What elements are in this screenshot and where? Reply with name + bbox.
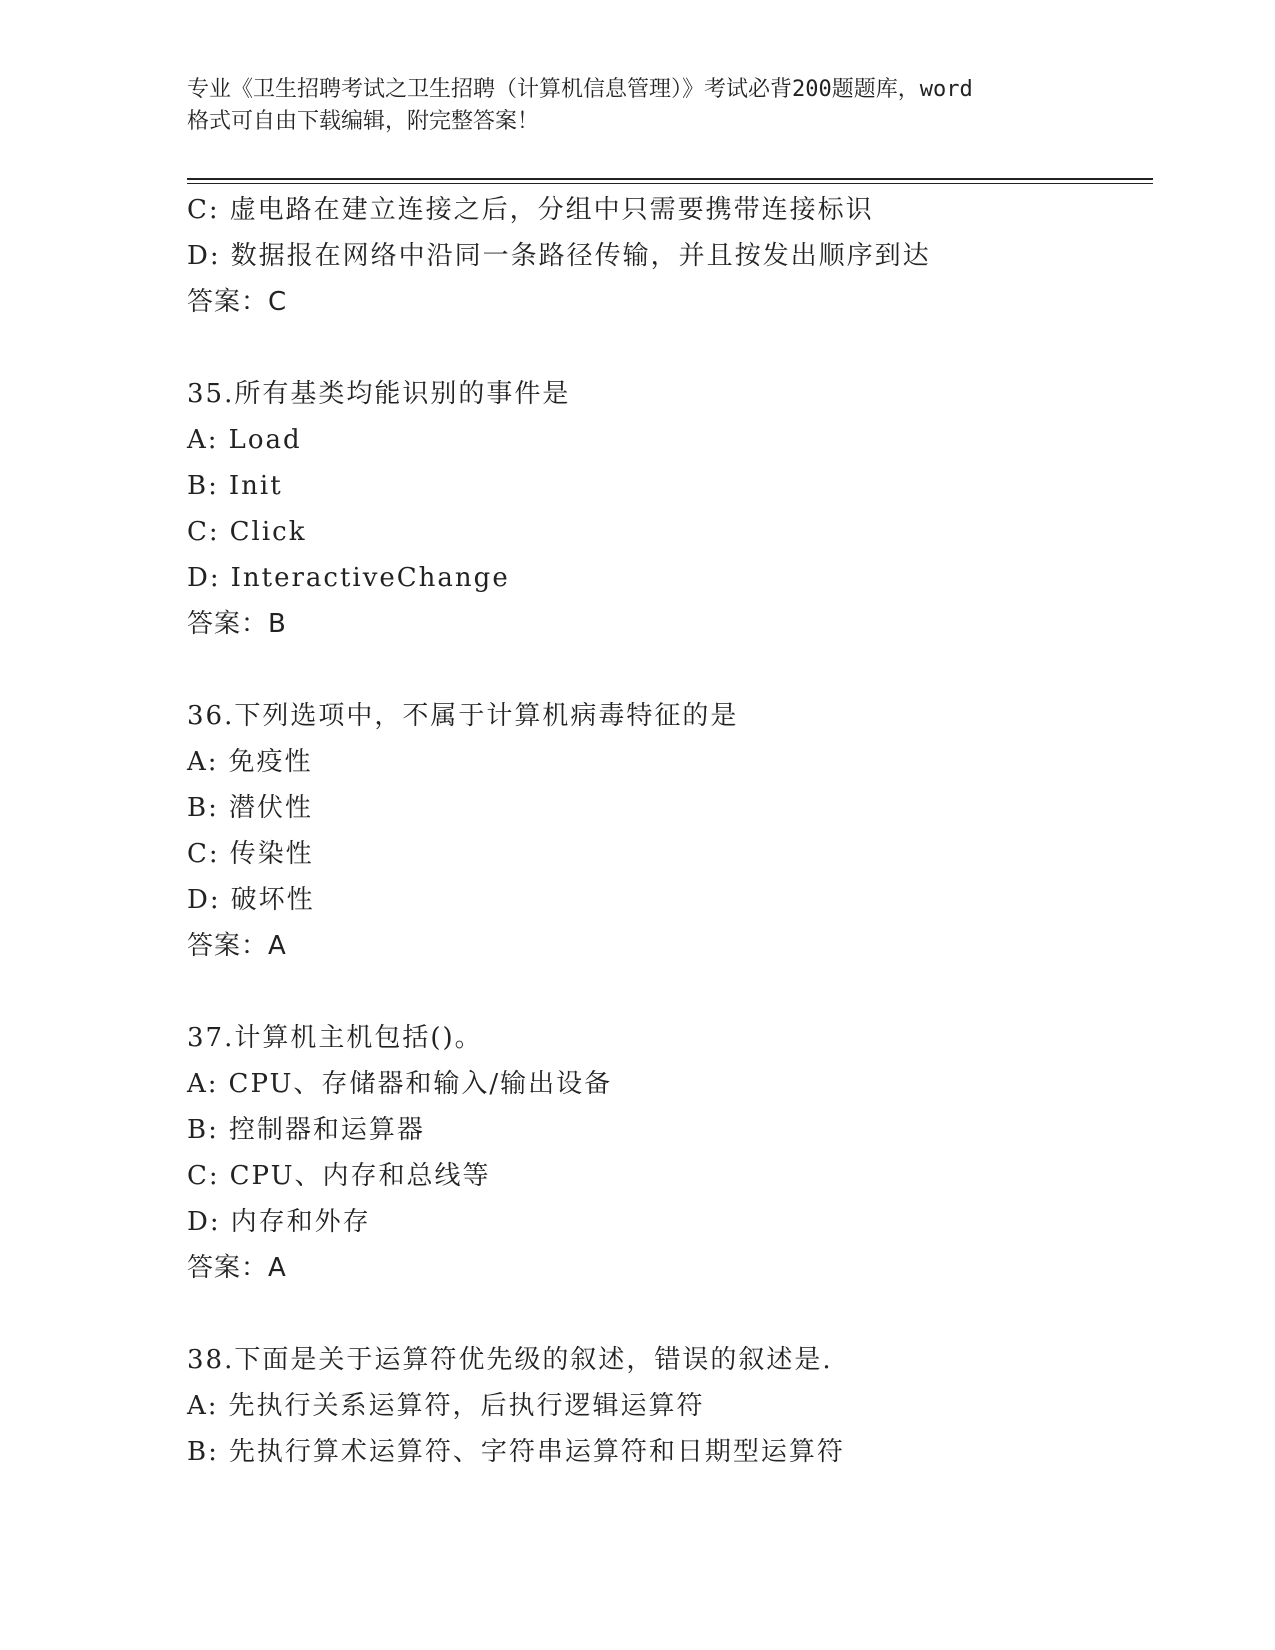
option-line bbox=[187, 877, 1153, 923]
answer-line: 答案：A bbox=[187, 931, 287, 961]
option-text: 潜伏性 bbox=[228, 793, 313, 823]
option-line bbox=[187, 1107, 1153, 1153]
option-label: B: bbox=[187, 1437, 219, 1467]
spacer bbox=[187, 1291, 1153, 1337]
option-text: Init bbox=[228, 471, 283, 501]
option-line bbox=[187, 1383, 1153, 1429]
question-stem: 35.所有基类均能识别的事件是 bbox=[187, 379, 571, 409]
option-label: B: bbox=[187, 1115, 219, 1145]
option-label: C: bbox=[187, 1161, 220, 1191]
option-label: A: bbox=[187, 1069, 219, 1099]
option-text: 内存和外存 bbox=[230, 1207, 371, 1237]
option-text: 破坏性 bbox=[230, 885, 315, 915]
question-fragment bbox=[187, 187, 1153, 325]
option-label: A: bbox=[187, 747, 219, 777]
option-line bbox=[187, 233, 1153, 279]
option-line bbox=[187, 1153, 1153, 1199]
option-label: D: bbox=[187, 563, 221, 593]
option-text: CPU、内存和总线等 bbox=[229, 1161, 491, 1191]
option-text: 数据报在网络中沿同一条路径传输，并且按发出顺序到达 bbox=[230, 241, 931, 271]
spacer bbox=[187, 325, 1153, 371]
option-label: A: bbox=[187, 1391, 219, 1421]
option-text: 控制器和运算器 bbox=[228, 1115, 425, 1145]
option-text: 免疫性 bbox=[228, 747, 313, 777]
option-label: D: bbox=[187, 241, 221, 271]
question-stem: 36.下列选项中，不属于计算机病毒特征的是 bbox=[187, 701, 739, 731]
spacer bbox=[187, 647, 1153, 693]
option-line bbox=[187, 739, 1153, 785]
option-text: 先执行关系运算符，后执行逻辑运算符 bbox=[228, 1391, 705, 1421]
option-line bbox=[187, 187, 1153, 233]
question-list bbox=[187, 187, 1153, 1475]
option-label: C: bbox=[187, 517, 220, 547]
option-line bbox=[187, 1429, 1153, 1475]
option-label: B: bbox=[187, 471, 219, 501]
option-text: InteractiveChange bbox=[230, 563, 510, 593]
option-text: Click bbox=[229, 517, 307, 547]
option-text: Load bbox=[228, 425, 302, 455]
header-divider-thin bbox=[187, 183, 1153, 184]
option-label: C: bbox=[187, 839, 220, 869]
option-line bbox=[187, 463, 1153, 509]
header-line-1: 专业《卫生招聘考试之卫生招聘（计算机信息管理）》考试必背200题题库，word bbox=[187, 77, 973, 102]
option-label: D: bbox=[187, 885, 221, 915]
header-divider-thick bbox=[187, 178, 1153, 180]
spacer bbox=[187, 969, 1153, 1015]
question-37 bbox=[187, 1015, 1153, 1291]
option-line bbox=[187, 831, 1153, 877]
answer-line: 答案：C bbox=[187, 287, 288, 317]
question-stem: 37.计算机主机包括()。 bbox=[187, 1023, 483, 1053]
option-line bbox=[187, 417, 1153, 463]
answer-line: 答案：A bbox=[187, 1253, 287, 1283]
option-text: CPU、存储器和输入/输出设备 bbox=[228, 1069, 613, 1099]
option-line bbox=[187, 785, 1153, 831]
question-36 bbox=[187, 693, 1153, 969]
option-text: 先执行算术运算符、字符串运算符和日期型运算符 bbox=[228, 1437, 845, 1467]
option-label: D: bbox=[187, 1207, 221, 1237]
option-line bbox=[187, 555, 1153, 601]
option-label: C: bbox=[187, 195, 220, 225]
document-header bbox=[187, 74, 1087, 138]
option-text: 虚电路在建立连接之后，分组中只需要携带连接标识 bbox=[229, 195, 874, 225]
option-line bbox=[187, 509, 1153, 555]
question-38 bbox=[187, 1337, 1153, 1475]
option-line bbox=[187, 1199, 1153, 1245]
option-label: B: bbox=[187, 793, 219, 823]
question-stem: 38.下面是关于运算符优先级的叙述，错误的叙述是. bbox=[187, 1345, 833, 1375]
question-35 bbox=[187, 371, 1153, 647]
option-label: A: bbox=[187, 425, 219, 455]
option-line bbox=[187, 1061, 1153, 1107]
option-text: 传染性 bbox=[229, 839, 314, 869]
answer-line: 答案：B bbox=[187, 609, 287, 639]
header-line-2: 格式可自由下载编辑，附完整答案！ bbox=[187, 109, 540, 134]
